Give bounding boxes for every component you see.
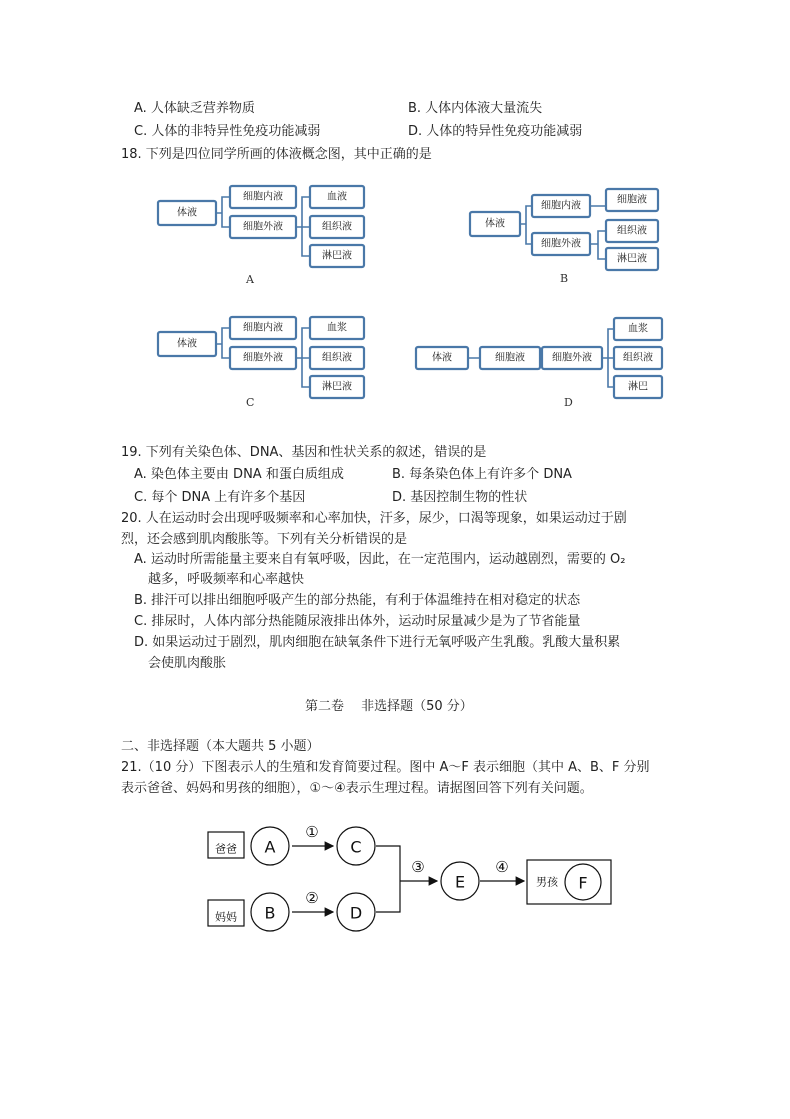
concept-map-c	[150, 313, 370, 405]
q20-option-c: C. 排尿时，人体内部分热能随尿液排出体外，运动时尿量减少是为了节省能量	[134, 614, 581, 629]
concept-map-a	[150, 182, 370, 272]
q19-option-c: C. 每个 DNA 上有许多个基因	[134, 490, 306, 505]
map-b-item-2: 组织液	[617, 225, 647, 237]
part-two-heading: 二、非选择题（本大题共 5 小题）	[121, 739, 320, 754]
q20-option-b: B. 排汗可以排出细胞呼吸产生的部分热能，有利于体温维持在相对稳定的状态	[134, 593, 581, 608]
map-a-extracellular: 细胞外液	[243, 221, 283, 233]
cell-a-label: A	[264, 837, 276, 857]
map-c-extracellular: 细胞外液	[243, 352, 283, 364]
cell-d-label: D	[349, 903, 363, 923]
map-d-mid-2: 细胞外液	[552, 352, 592, 364]
step-2-label: ②	[305, 889, 319, 907]
map-a-intracellular: 细胞内液	[243, 191, 283, 203]
map-d-root-label: 体液	[432, 352, 452, 364]
map-b-item-1: 细胞液	[617, 194, 647, 206]
q20-stem-line-1: 20. 人在运动时会出现呼吸频率和心率加快，汗多，尿少，口渴等现象，如果运动过于剧	[121, 511, 627, 526]
map-d-item-3: 淋巴	[628, 381, 648, 393]
q19-option-d: D. 基因控制生物的性状	[392, 490, 528, 505]
concept-map-b	[464, 186, 670, 274]
map-b-extracellular: 细胞外液	[541, 238, 581, 250]
map-d-item-2: 组织液	[623, 352, 653, 364]
map-c-intracellular: 细胞内液	[243, 322, 283, 334]
map-c-root-label: 体液	[177, 338, 197, 350]
map-b-intracellular: 细胞内液	[541, 200, 581, 212]
boy-label: 男孩	[536, 875, 558, 889]
map-a-item-1: 血液	[327, 191, 347, 203]
q19-stem: 19. 下列有关染色体、DNA、基因和性状关系的叙述，错误的是	[121, 445, 487, 460]
q21-stem-line-1: 21.（10 分）下图表示人的生殖和发育简要过程。图中 A～F 表示细胞（其中 A、B、F 分别	[121, 760, 650, 775]
cell-e-label: E	[454, 872, 466, 892]
q17-option-d: D. 人体的特异性免疫功能减弱	[408, 124, 583, 139]
map-a-caption: A	[246, 273, 254, 286]
q17-option-b: B. 人体内体液大量流失	[408, 101, 543, 116]
step-1-label: ①	[305, 823, 319, 841]
reproduction-diagram	[200, 820, 620, 932]
q18-stem: 18. 下列是四位同学所画的体液概念图，其中正确的是	[121, 147, 432, 162]
q21-stem-line-2: 表示爸爸、妈妈和男孩的细胞），①～④表示生理过程。请据图回答下列有关问题。	[121, 781, 593, 796]
cell-f-label: F	[578, 873, 588, 893]
dad-label: 爸爸	[215, 842, 237, 856]
map-b-item-3: 淋巴液	[617, 253, 647, 265]
q20-option-d-line-2: 会使肌肉酸胀	[148, 656, 227, 671]
q17-option-c: C. 人体的非特异性免疫功能减弱	[134, 124, 321, 139]
map-c-item-1: 血浆	[327, 322, 347, 334]
q20-option-d-line-1: D. 如果运动过于剧烈，肌肉细胞在缺氧条件下进行无氧呼吸产生乳酸。乳酸大量积累	[134, 635, 621, 650]
map-c-item-3: 淋巴液	[322, 381, 352, 393]
map-b-root-label: 体液	[485, 218, 505, 230]
q19-option-b: B. 每条染色体上有许多个 DNA	[392, 467, 572, 482]
q19-option-a: A. 染色体主要由 DNA 和蛋白质组成	[134, 467, 344, 482]
map-b-caption: B	[560, 272, 569, 285]
q20-option-a-line-1: A. 运动时所需能量主要来自有氧呼吸，因此，在一定范围内，运动越剧烈，需要的 O₂	[134, 552, 626, 567]
map-d-caption: D	[564, 396, 573, 409]
q17-option-a: A. 人体缺乏营养物质	[134, 101, 255, 116]
step-3-label: ③	[411, 858, 425, 876]
map-a-item-3: 淋巴液	[322, 250, 352, 262]
mom-label: 妈妈	[215, 910, 237, 924]
map-a-item-2: 组织液	[322, 221, 352, 233]
cell-c-label: C	[350, 837, 362, 857]
concept-map-d	[410, 313, 670, 405]
map-a-root-label: 体液	[177, 207, 197, 219]
part-two-title: 第二卷 非选择题（50 分）	[305, 699, 473, 714]
map-d-mid-1: 细胞液	[495, 352, 525, 364]
cell-b-label: B	[264, 903, 276, 923]
q20-stem-line-2: 烈，还会感到肌肉酸胀等。下列有关分析错误的是	[121, 532, 408, 547]
map-d-item-1: 血浆	[628, 323, 648, 335]
step-4-label: ④	[495, 858, 509, 876]
map-c-caption: C	[246, 396, 255, 409]
q20-option-a-line-2: 越多，呼吸频率和心率越快	[148, 572, 305, 587]
map-c-item-2: 组织液	[322, 352, 352, 364]
